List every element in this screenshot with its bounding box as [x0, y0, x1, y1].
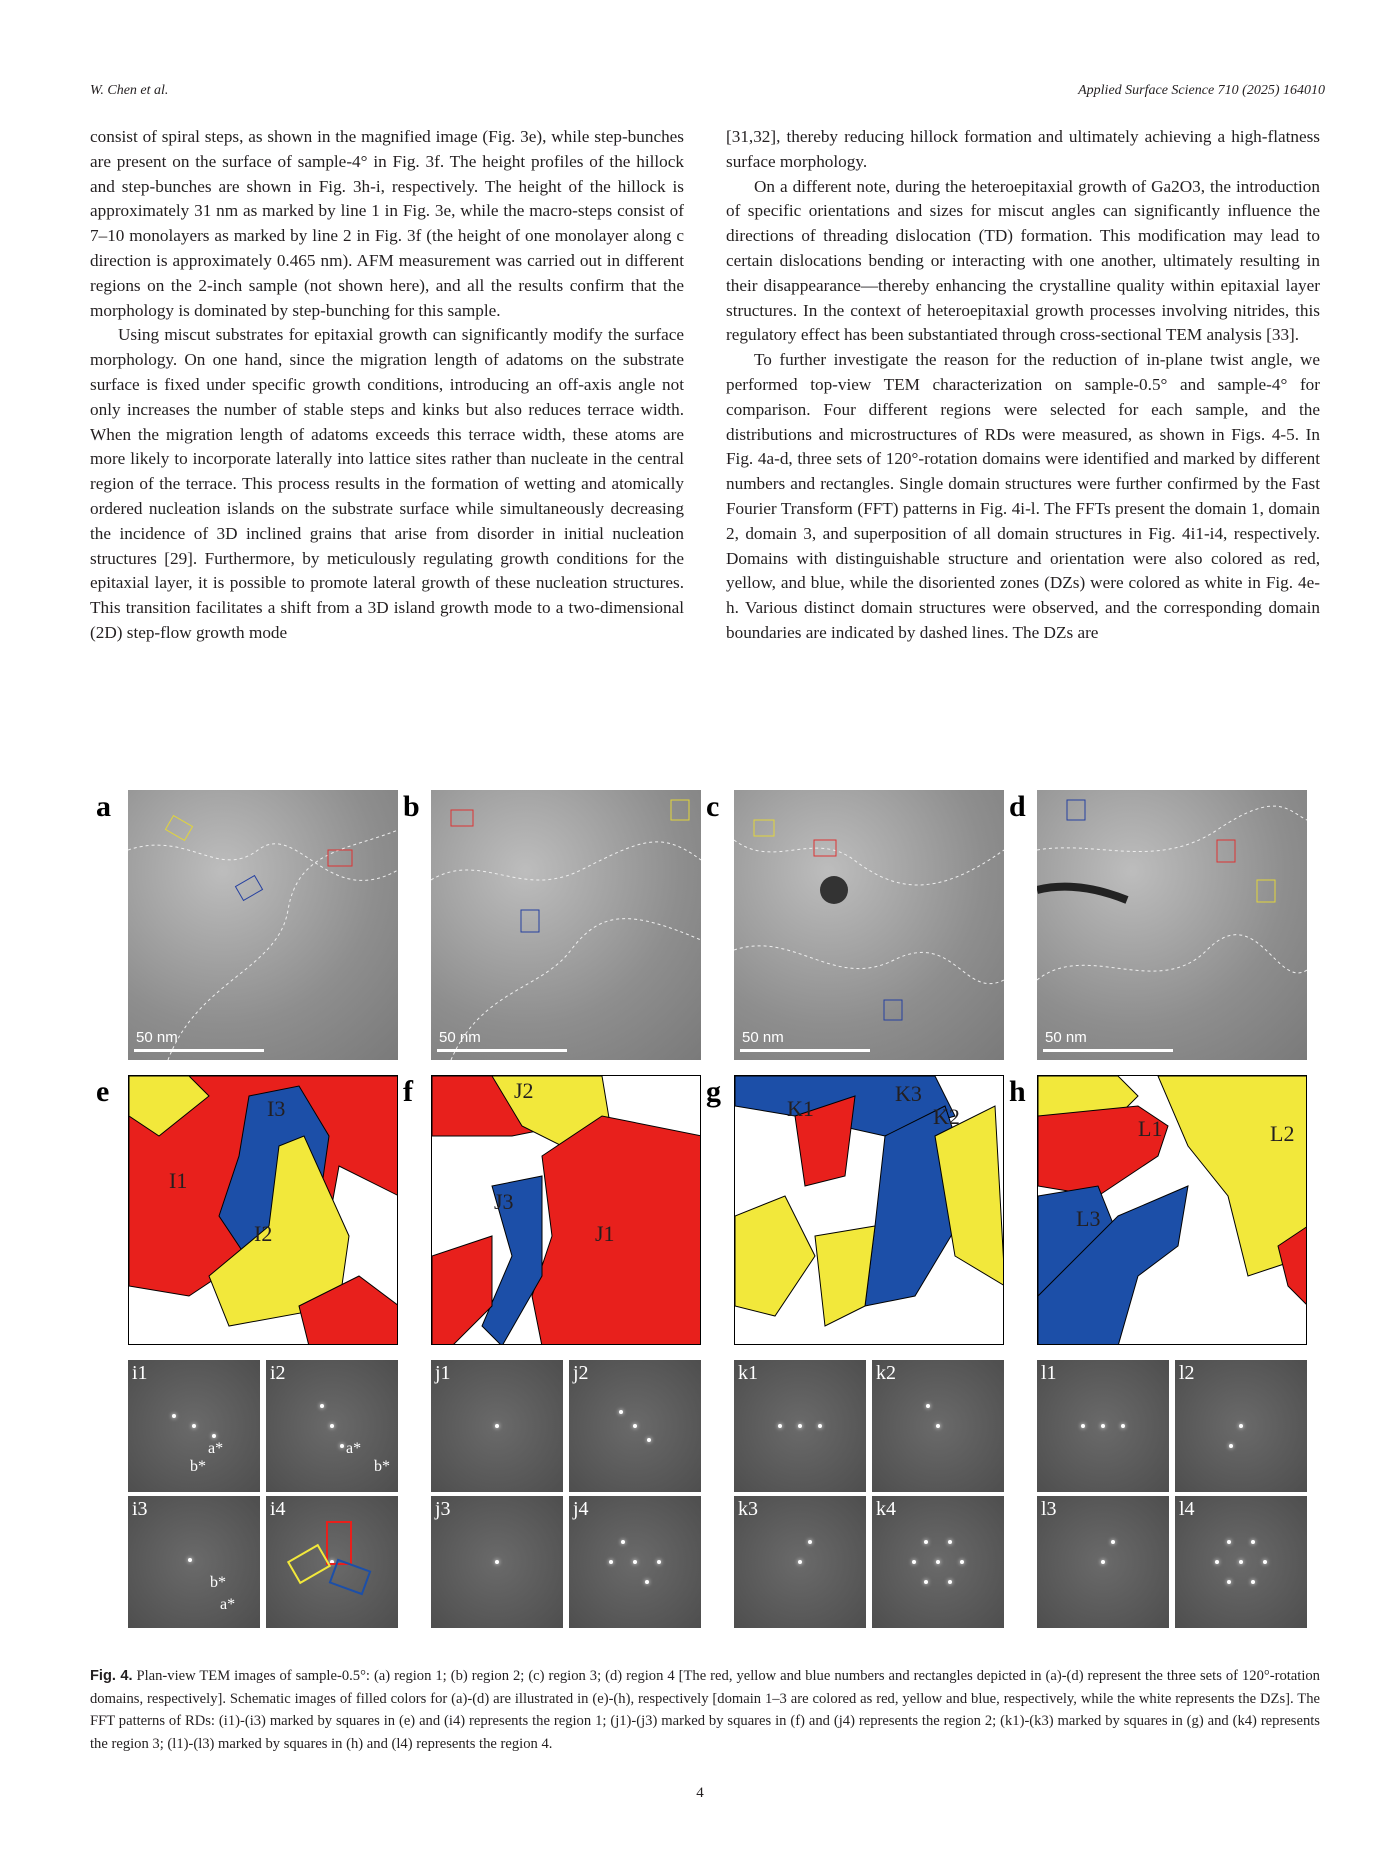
marker: J3 [494, 1189, 514, 1214]
paragraph: On a different note, during the heteroepitaxial growth of Ga2O3, the introduction of specific orientations and sizes for miscut angles can significantly influence the directions of threading dislocation (TD) formation. This modification may lead to certain dislocations bending or interacting with one another, ultimately resulting in their disappearance—thereby enhancing the crystalline quality within epitaxial layer structures. In the context of heteroepitaxial growth processes involving nitrides, this regulatory effect has been substantiated through cross-sectional TEM analysis [33]. [726, 176, 1320, 345]
marker: K3 [895, 1081, 922, 1106]
axis-label: b* [190, 1458, 206, 1475]
schematic-e [128, 1075, 398, 1345]
fft-label: i1 [132, 1362, 148, 1384]
caption-text: Plan-view TEM images of sample-0.5°: (a) region 1; (b) region 2; (c) region 3; (d) region 4 [The red, yellow and blue numbers and rectangles depicted in (a)-(d) represent the three sets of 120°-rotation domains, respectively]. Schematic images of filled colors for (a)-(d) are illustrated in (e)-(h), respectively [domain 1–3 are colored as red, yellow and blue, respectively, while the white represents the DZs]. The FFT patterns of RDs: (i1)-(i3) marked by squares in (e) and (i4) represents the region 1; (j1)-(j3) marked by squares in (f) and (j4) represents the region 2; (k1)-(k3) marked by squares in (g) and (k4) represents the region 3; (l1)-(l3) marked by squares in (h) and (l4) represents the region 4. [90, 1668, 1320, 1752]
marker: K1 [787, 1096, 814, 1121]
fft-pattern [128, 1496, 260, 1628]
domain-map [432, 1076, 701, 1345]
fft-pattern [872, 1360, 1004, 1492]
marker: L3 [1076, 1206, 1101, 1231]
scale-bar [437, 1049, 567, 1052]
fft-label: j4 [573, 1498, 589, 1520]
axis-label: a* [208, 1440, 224, 1457]
panel-label: b [403, 790, 420, 823]
figure-caption [90, 1665, 1320, 1755]
fft-label: i3 [132, 1498, 148, 1520]
marker: I3 [267, 1096, 286, 1121]
domain-map [735, 1076, 1004, 1345]
fft-label: k3 [738, 1498, 758, 1520]
fft-pattern [431, 1496, 563, 1628]
domain-boundaries [734, 790, 1004, 1060]
domain-boundaries [1037, 790, 1307, 1060]
tem-image-a [128, 790, 398, 1060]
marker: L2 [1270, 1121, 1295, 1146]
marker: K2 [933, 1104, 960, 1129]
fft-label: i4 [270, 1498, 286, 1520]
marker: J1 [595, 1221, 615, 1246]
axis-label: a* [346, 1440, 362, 1457]
scale-bar [134, 1049, 264, 1052]
scale-label: 50 nm [742, 1029, 784, 1046]
panel-label: a [96, 790, 111, 823]
fft-pattern [266, 1496, 398, 1628]
fft-pattern [1175, 1496, 1307, 1628]
running-header-authors: W. Chen et al. [90, 83, 169, 98]
fft-label: j1 [435, 1362, 451, 1384]
right-column [726, 125, 1320, 646]
fft-pattern [569, 1360, 701, 1492]
page-number: 4 [696, 1785, 704, 1801]
fft-label: k4 [876, 1498, 896, 1520]
schematic-g [734, 1075, 1004, 1345]
fft-pattern [872, 1496, 1004, 1628]
paragraph: To further investigate the reason for the reduction of in-plane twist angle, we performed top-view TEM characterization on sample-0.5° and sample-4° for comparison. Four different regions were selected for each sample, and the distributions and microstructures of RDs were measured, as shown in Figs. 4-5. In Fig. 4a-d, three sets of 120°-rotation domains were identified and marked by different numbers and rectangles. Single domain structures were further confirmed by the Fast Fourier Transform (FFT) patterns in Fig. 4i-l. The FFTs present the domain 1, domain 2, domain 3, and superposition of all domain structures in Fig. 4i1-i4, respectively. Domains with distinguishable structure and orientation were also colored as red, yellow, and blue, while the disoriented zones (DZs) were colored as white in Fig. 4e-h. Various distinct domain structures were observed, and the corresponding domain boundaries are indicated by dashed lines. The DZs are [726, 350, 1320, 642]
fft-pattern [266, 1360, 398, 1492]
fft-pattern [734, 1496, 866, 1628]
fft-pattern [1175, 1360, 1307, 1492]
fft-pattern [734, 1360, 866, 1492]
fft-pattern [128, 1360, 260, 1492]
fft-pattern [1037, 1496, 1169, 1628]
scale-label: 50 nm [1045, 1029, 1087, 1046]
fft-label: l2 [1179, 1362, 1195, 1384]
marker: J2 [514, 1078, 534, 1103]
schematic-h [1037, 1075, 1307, 1345]
axis-label: a* [220, 1596, 236, 1613]
fft-label: j3 [435, 1498, 451, 1520]
domain-map [129, 1076, 398, 1345]
scale-bar [1043, 1049, 1173, 1052]
panel-label: d [1009, 790, 1026, 823]
caption-label: Fig. 4. [90, 1668, 133, 1684]
scale-bar [740, 1049, 870, 1052]
fft-label: i2 [270, 1362, 286, 1384]
scale-label: 50 nm [136, 1029, 178, 1046]
fft-pattern [569, 1496, 701, 1628]
schematic-f [431, 1075, 701, 1345]
fft-label: l4 [1179, 1498, 1195, 1520]
panel-label: c [706, 790, 720, 823]
paragraph: [31,32], thereby reducing hillock formation and ultimately achieving a high-flatness surface morphology. [726, 127, 1320, 171]
marker: I1 [169, 1168, 188, 1193]
fft-label: k2 [876, 1362, 896, 1384]
marker: I2 [254, 1221, 273, 1246]
domain-boundaries [431, 790, 701, 1060]
figure-4 [96, 780, 1326, 1650]
domain-boundaries [128, 790, 398, 1060]
panel-label: e [96, 1075, 110, 1108]
paragraph: consist of spiral steps, as shown in the magnified image (Fig. 3e), while step-bunches are present on the surface of sample-4° in Fig. 3f. The height profiles of the hillock and step-bunches are shown in Fig. 3h-i, respectively. The height of the hillock is approximately 31 nm as marked by line 1 in Fig. 3e, while the macro-steps consist of 7–10 monolayers as marked by line 2 in Fig. 3f (the height of one monolayer along c direction is approximately 0.465 nm). AFM measurement was carried out in different regions on the 2-inch sample (not shown here), and all the results confirm that the morphology is dominated by step-bunching for this sample. [90, 127, 684, 320]
fft-pattern [1037, 1360, 1169, 1492]
tem-image-c [734, 790, 1004, 1060]
running-header-journal: Applied Surface Science 710 (2025) 164010 [1078, 83, 1325, 98]
tem-image-d [1037, 790, 1307, 1060]
axis-label: b* [210, 1574, 226, 1591]
paragraph: Using miscut substrates for epitaxial growth can significantly modify the surface morphology. On one hand, since the migration length of adatoms on the substrate surface is fixed under specific growth conditions, introducing an off-axis angle not only increases the number of stable steps and kinks but also reduces terrace width. When the migration length of adatoms exceeds this terrace width, these atoms are more likely to incorporate laterally into lattice sites rather than nucleate in the central region of the terrace. This process results in the formation of wetting and atomically ordered nucleation islands on the substrate surface while simultaneously decreasing the incidence of 3D inclined grains that arise from disorder in initial nucleation structures [29]. Furthermore, by meticulously regulating growth conditions for the epitaxial layer, it is possible to promote lateral growth of these nucleation structures. This transition facilitates a shift from a 3D island growth mode to a two-dimensional (2D) step-flow growth mode [90, 325, 684, 642]
left-column [90, 125, 684, 646]
marker: L1 [1138, 1116, 1163, 1141]
fft-pattern [431, 1360, 563, 1492]
panel-label: f [403, 1075, 413, 1108]
fft-label: l1 [1041, 1362, 1057, 1384]
fft-label: l3 [1041, 1498, 1057, 1520]
panel-label: h [1009, 1075, 1026, 1108]
axis-label: b* [374, 1458, 390, 1475]
fft-label: j2 [573, 1362, 589, 1384]
fft-label: k1 [738, 1362, 758, 1384]
panel-label: g [706, 1075, 721, 1108]
tem-image-b [431, 790, 701, 1060]
scale-label: 50 nm [439, 1029, 481, 1046]
